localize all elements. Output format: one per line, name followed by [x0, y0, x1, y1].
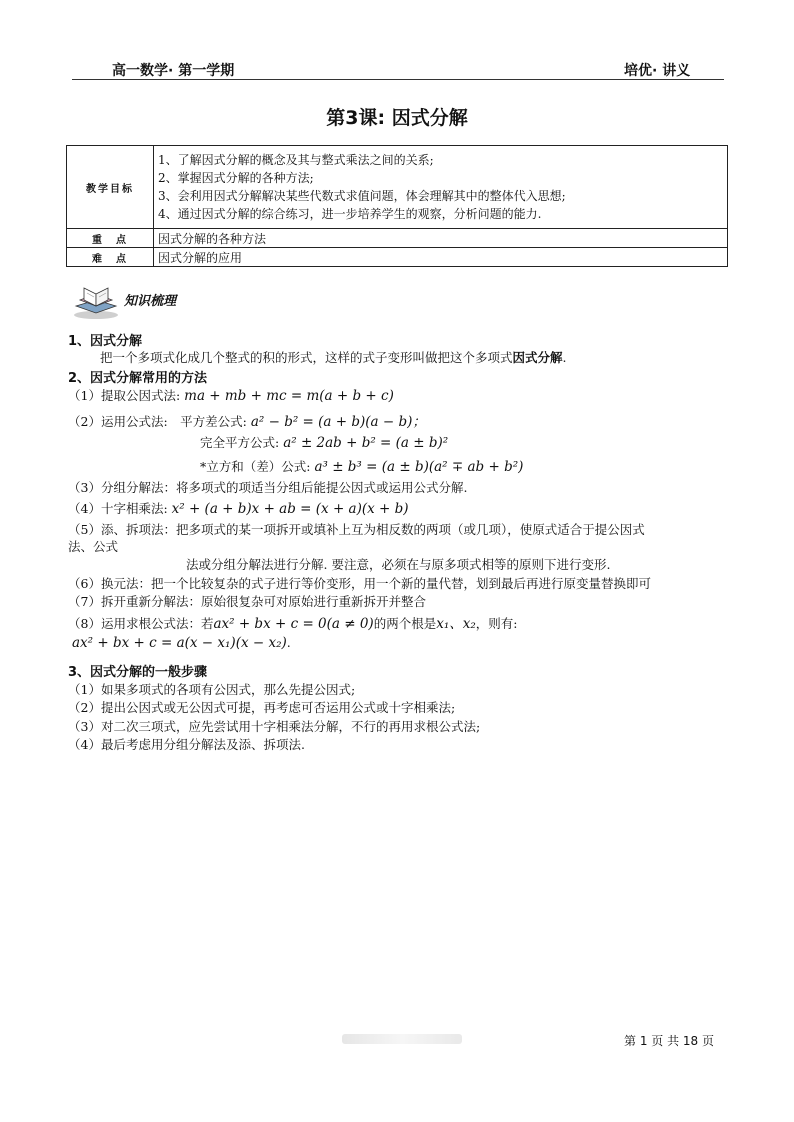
definition-prefix: 把一个多项式化成几个整式的积的形式，这样的式子变形叫做把这个多项式: [100, 350, 513, 365]
header-course: 高一数学· 第一学期: [112, 63, 235, 79]
section-heading-1: 1、因式分解: [68, 334, 143, 349]
method-8-end: ，则有:: [475, 616, 518, 631]
method-1-label: （1）提取公因式法:: [68, 388, 185, 403]
step-item: （3）对二次三项式，应先尝试用十字相乘法分解，不行的再用求根公式法;: [68, 719, 481, 734]
method-3: （3）分组分解法：将多项式的项适当分组后能提公因式或运用公式分解.: [68, 480, 468, 495]
method-2b-label: 完全平方公式:: [200, 435, 284, 450]
goal-item: 4、通过因式分解的综合练习，进一步培养学生的观察，分析问题的能力.: [158, 207, 542, 221]
step-item: （1）如果多项式的各项有公因式，那么先提公因式;: [68, 682, 356, 697]
method-8: [68, 612, 518, 632]
method-2c: [200, 457, 523, 475]
method-5-line-1: （5）添、拆项法：把多项式的某一项拆开或填补上互为相反数的两项（或几项），使原式适合于提公因式: [68, 522, 645, 537]
method-1: [68, 386, 394, 404]
method-5-line-3: 法或分组分解法进行分解. 要注意，必须在与原多项式相等的原则下进行变形.: [186, 557, 611, 572]
definition-term: 因式分解: [512, 350, 563, 365]
step-item: （2）提出公因式或无公因式可提，再考虑可否运用公式或十字相乘法;: [68, 700, 456, 715]
header-divider: [72, 79, 724, 80]
book-icon: [72, 280, 120, 320]
header-type: 培优· 讲义: [624, 63, 691, 79]
difficulty-label: 难 点: [67, 248, 154, 267]
definition-suffix: .: [562, 350, 567, 365]
section-icon-label: 知识梳理: [124, 294, 177, 309]
key-row: [67, 229, 728, 248]
scan-mark: [342, 1034, 462, 1044]
method-4: [68, 499, 409, 517]
page-number: 第 1 页 共 18 页: [624, 1034, 714, 1048]
goals-label: 教学目标: [67, 146, 154, 229]
key-label: 重 点: [67, 229, 154, 248]
goals-cell: [154, 146, 728, 229]
method-7: （7）拆开重新分解法：原始很复杂可对原始进行重新拆开并整合: [68, 594, 426, 609]
key-value: 因式分解的各种方法: [154, 229, 728, 248]
method-8-mid: 的两个根是: [373, 616, 437, 631]
method-4-formula: x² + (a + b)x + ab = (x + a)(x + b): [171, 501, 409, 517]
method-2-label: （2）运用公式法: 平方差公式:: [68, 414, 251, 429]
method-1-formula: ma + mb + mc = m(a + b + c): [184, 388, 394, 404]
page-title: 第3课: 因式分解: [326, 107, 468, 129]
method-8-result-formula: ax² + bx + c = a(x − x₁)(x − x₂): [72, 635, 287, 651]
method-8-result-end: .: [286, 635, 291, 650]
method-4-label: （4）十字相乘法:: [68, 501, 172, 516]
method-2c-formula: a³ ± b³ = (a ± b)(a² ∓ ab + b²): [314, 459, 524, 475]
method-6: （6）换元法：把一个比较复杂的式子进行等价变形，用一个新的量代替，划到最后再进行原变量替换即可: [68, 576, 651, 591]
method-5-line-2: 法、公式: [68, 539, 119, 554]
section-heading-2: 2、因式分解常用的方法: [68, 371, 208, 386]
method-8-roots: x₁、x₂: [436, 616, 476, 632]
method-2-formula: a² − b² = (a + b)(a − b)；: [250, 414, 426, 430]
method-8-label: （8）运用求根公式法：若: [68, 616, 214, 631]
method-8-formula: ax² + bx + c = 0(a ≠ 0): [213, 616, 374, 632]
step-item: （4）最后考虑用分组分解法及添、拆项法.: [68, 737, 305, 752]
section-heading-3: 3、因式分解的一般步骤: [68, 665, 208, 680]
goal-item: 2、掌握因式分解的各种方法;: [158, 171, 314, 185]
goals-row: [67, 146, 728, 229]
method-2c-label: *立方和（差）公式:: [200, 459, 315, 474]
difficulty-row: [67, 248, 728, 267]
goal-item: 3、会利用因式分解解决某些代数式求值问题，体会理解其中的整体代入思想;: [158, 189, 566, 203]
objectives-table: [66, 145, 728, 267]
method-2b-formula: a² ± 2ab + b² = (a ± b)²: [283, 435, 449, 451]
difficulty-value: 因式分解的应用: [154, 248, 728, 267]
method-2b: [200, 433, 448, 451]
method-8-result: [72, 635, 291, 651]
definition-text: [100, 348, 567, 366]
goal-item: 1、了解因式分解的概念及其与整式乘法之间的关系;: [158, 153, 434, 167]
method-2: [68, 410, 426, 430]
